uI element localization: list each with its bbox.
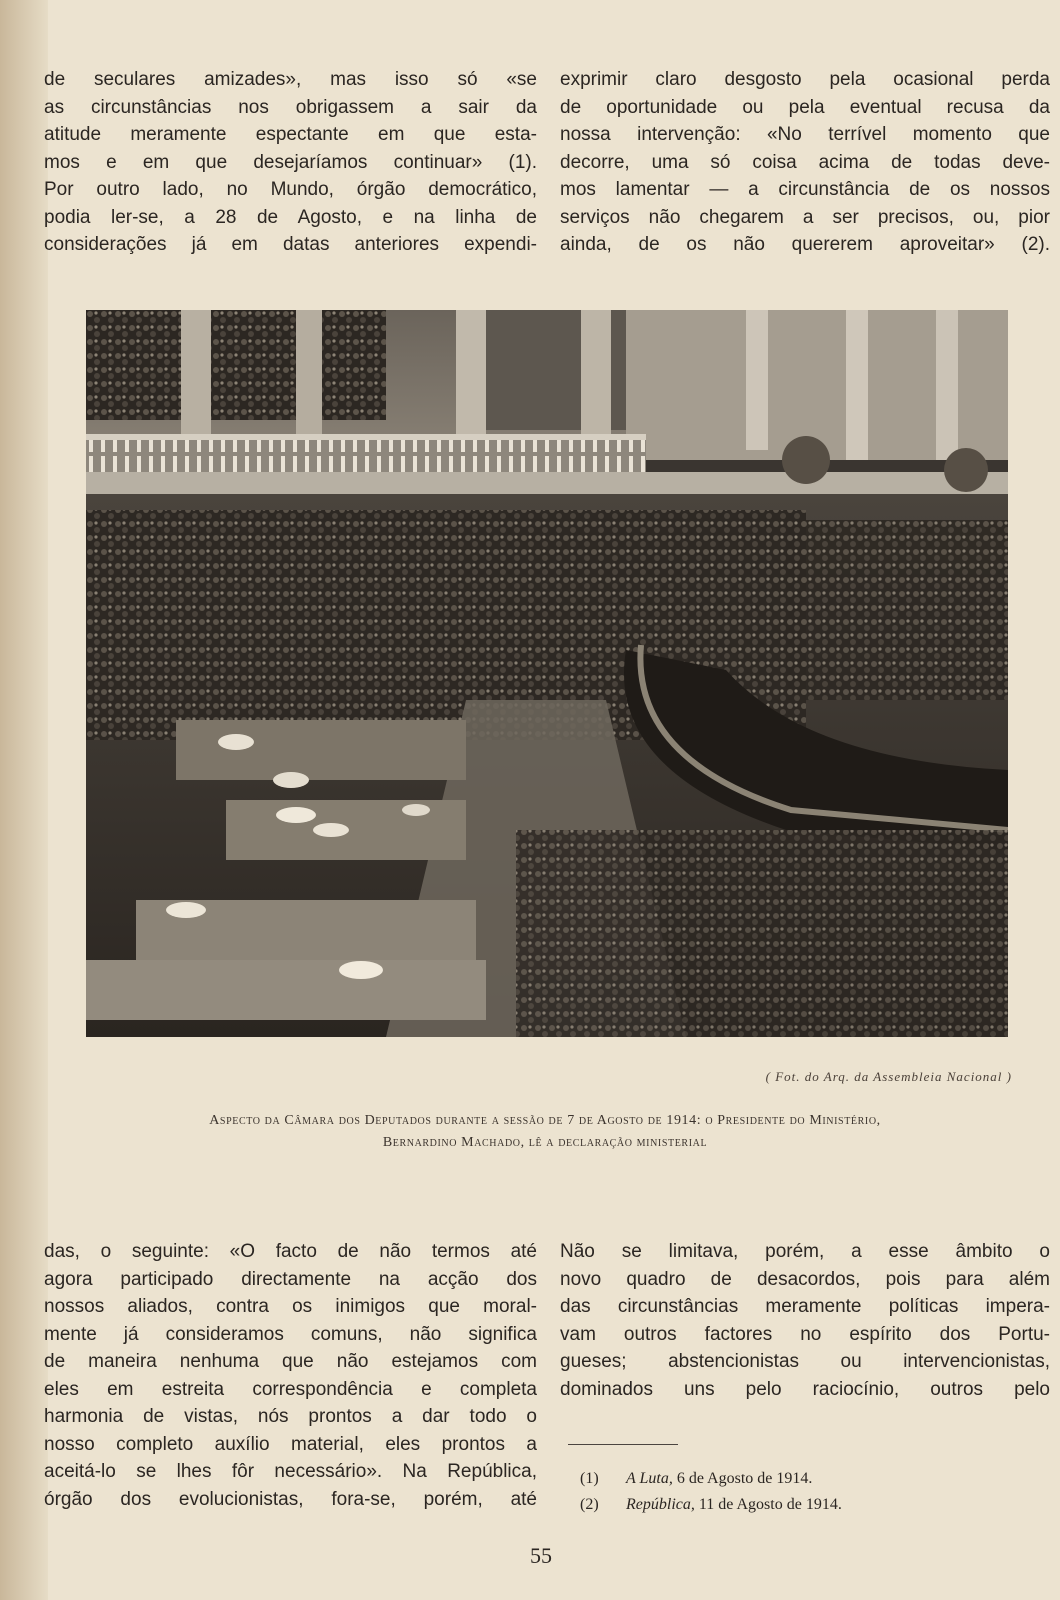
caption-line: Bernardino Machado, lê a declaração ministerial bbox=[382, 1135, 708, 1150]
text-line: serviços não chegarem a ser precisos, ou, pior bbox=[560, 206, 1050, 228]
footnote-number: (1) bbox=[580, 1470, 599, 1487]
text-line: podia ler-se, a 28 de Agosto, e na linha de bbox=[44, 206, 537, 228]
text-line: mos e em que desejaríamos continuar» (1). bbox=[44, 151, 537, 173]
footnote-source: República, bbox=[626, 1496, 695, 1513]
photo-caption bbox=[70, 1110, 1020, 1154]
bottom-left-text-column bbox=[44, 1238, 537, 1513]
text-line: das, o seguinte: «O facto de não termos até bbox=[44, 1241, 537, 1262]
text-line: decorre, uma só coisa acima de todas deve- bbox=[560, 151, 1050, 173]
text-line: dominados uns pelo raciocínio, outros pelo bbox=[560, 1378, 1050, 1400]
text-line: de maneira nenhuma que não estejamos com bbox=[44, 1351, 537, 1372]
photo-credit: ( Fot. do Arq. da Assembleia Nacional ) bbox=[765, 1069, 1012, 1084]
text-line: ainda, de os não quererem aproveitar» (2). bbox=[560, 234, 1050, 255]
footnotes bbox=[580, 1466, 842, 1518]
bottom-right-text-column bbox=[560, 1238, 1050, 1403]
text-line: das circunstâncias meramente políticas impera- bbox=[560, 1296, 1050, 1317]
text-line: Não se limitava, porém, a esse âmbito o bbox=[560, 1241, 1050, 1262]
text-line: eles em estreita correspondência e completa bbox=[44, 1378, 537, 1400]
footnote-number: (2) bbox=[580, 1496, 599, 1513]
footnote bbox=[580, 1466, 842, 1492]
text-line: nossos aliados, contra os inimigos que moral- bbox=[44, 1296, 537, 1317]
footnote-divider bbox=[568, 1444, 678, 1445]
page-edge-shadow bbox=[0, 0, 48, 1600]
text-line: atitude meramente espectante em que esta- bbox=[44, 124, 537, 145]
text-line: considerações já em datas anteriores expendi- bbox=[44, 234, 537, 255]
text-line: exprimir claro desgosto pela ocasional perda bbox=[560, 69, 1050, 90]
top-right-text-column bbox=[560, 66, 1050, 259]
text-line: novo quadro de desacordos, pois para além bbox=[560, 1268, 1050, 1290]
chamber-session-photograph bbox=[86, 310, 1008, 1037]
footnote-text: 6 de Agosto de 1914. bbox=[672, 1470, 813, 1487]
text-line: nosso completo auxílio material, eles prontos a bbox=[44, 1433, 537, 1455]
footnote-text: 11 de Agosto de 1914. bbox=[694, 1496, 842, 1513]
text-line: vam outros factores no espírito dos Portu- bbox=[560, 1323, 1050, 1345]
text-line: nossa intervenção: «No terrível momento que bbox=[560, 124, 1050, 145]
top-left-text-column bbox=[44, 66, 537, 259]
text-line: harmonia de vistas, nós prontos a dar todo o bbox=[44, 1406, 537, 1427]
text-line: de seculares amizades», mas isso só «se bbox=[44, 69, 537, 90]
text-line: mente já consideramos comuns, não significa bbox=[44, 1323, 537, 1345]
text-line: Por outro lado, no Mundo, órgão democrático, bbox=[44, 179, 537, 200]
text-line: agora participado directamente na acção dos bbox=[44, 1268, 537, 1290]
text-line: as circunstâncias nos obrigassem a sair da bbox=[44, 96, 537, 118]
text-line: gueses; abstencionistas ou intervencionistas, bbox=[560, 1351, 1050, 1372]
footnote bbox=[580, 1492, 842, 1518]
text-line: de oportunidade ou pela eventual recusa da bbox=[560, 96, 1050, 118]
text-line: órgão dos evolucionistas, fora-se, porém, até bbox=[44, 1488, 537, 1510]
photo-illustration bbox=[86, 310, 1008, 1037]
page-number: 55 bbox=[530, 1543, 552, 1568]
text-line: aceitá-lo se lhes fôr necessário». Na República, bbox=[44, 1461, 537, 1482]
text-line: mos lamentar — a circunstância de os nossos bbox=[560, 179, 1050, 200]
caption-line: Aspecto da Câmara dos Deputados durante a sessão de 7 de Agosto de 1914: o Presidente do Ministério, bbox=[209, 1113, 881, 1128]
footnote-source: A Luta, bbox=[626, 1470, 673, 1487]
